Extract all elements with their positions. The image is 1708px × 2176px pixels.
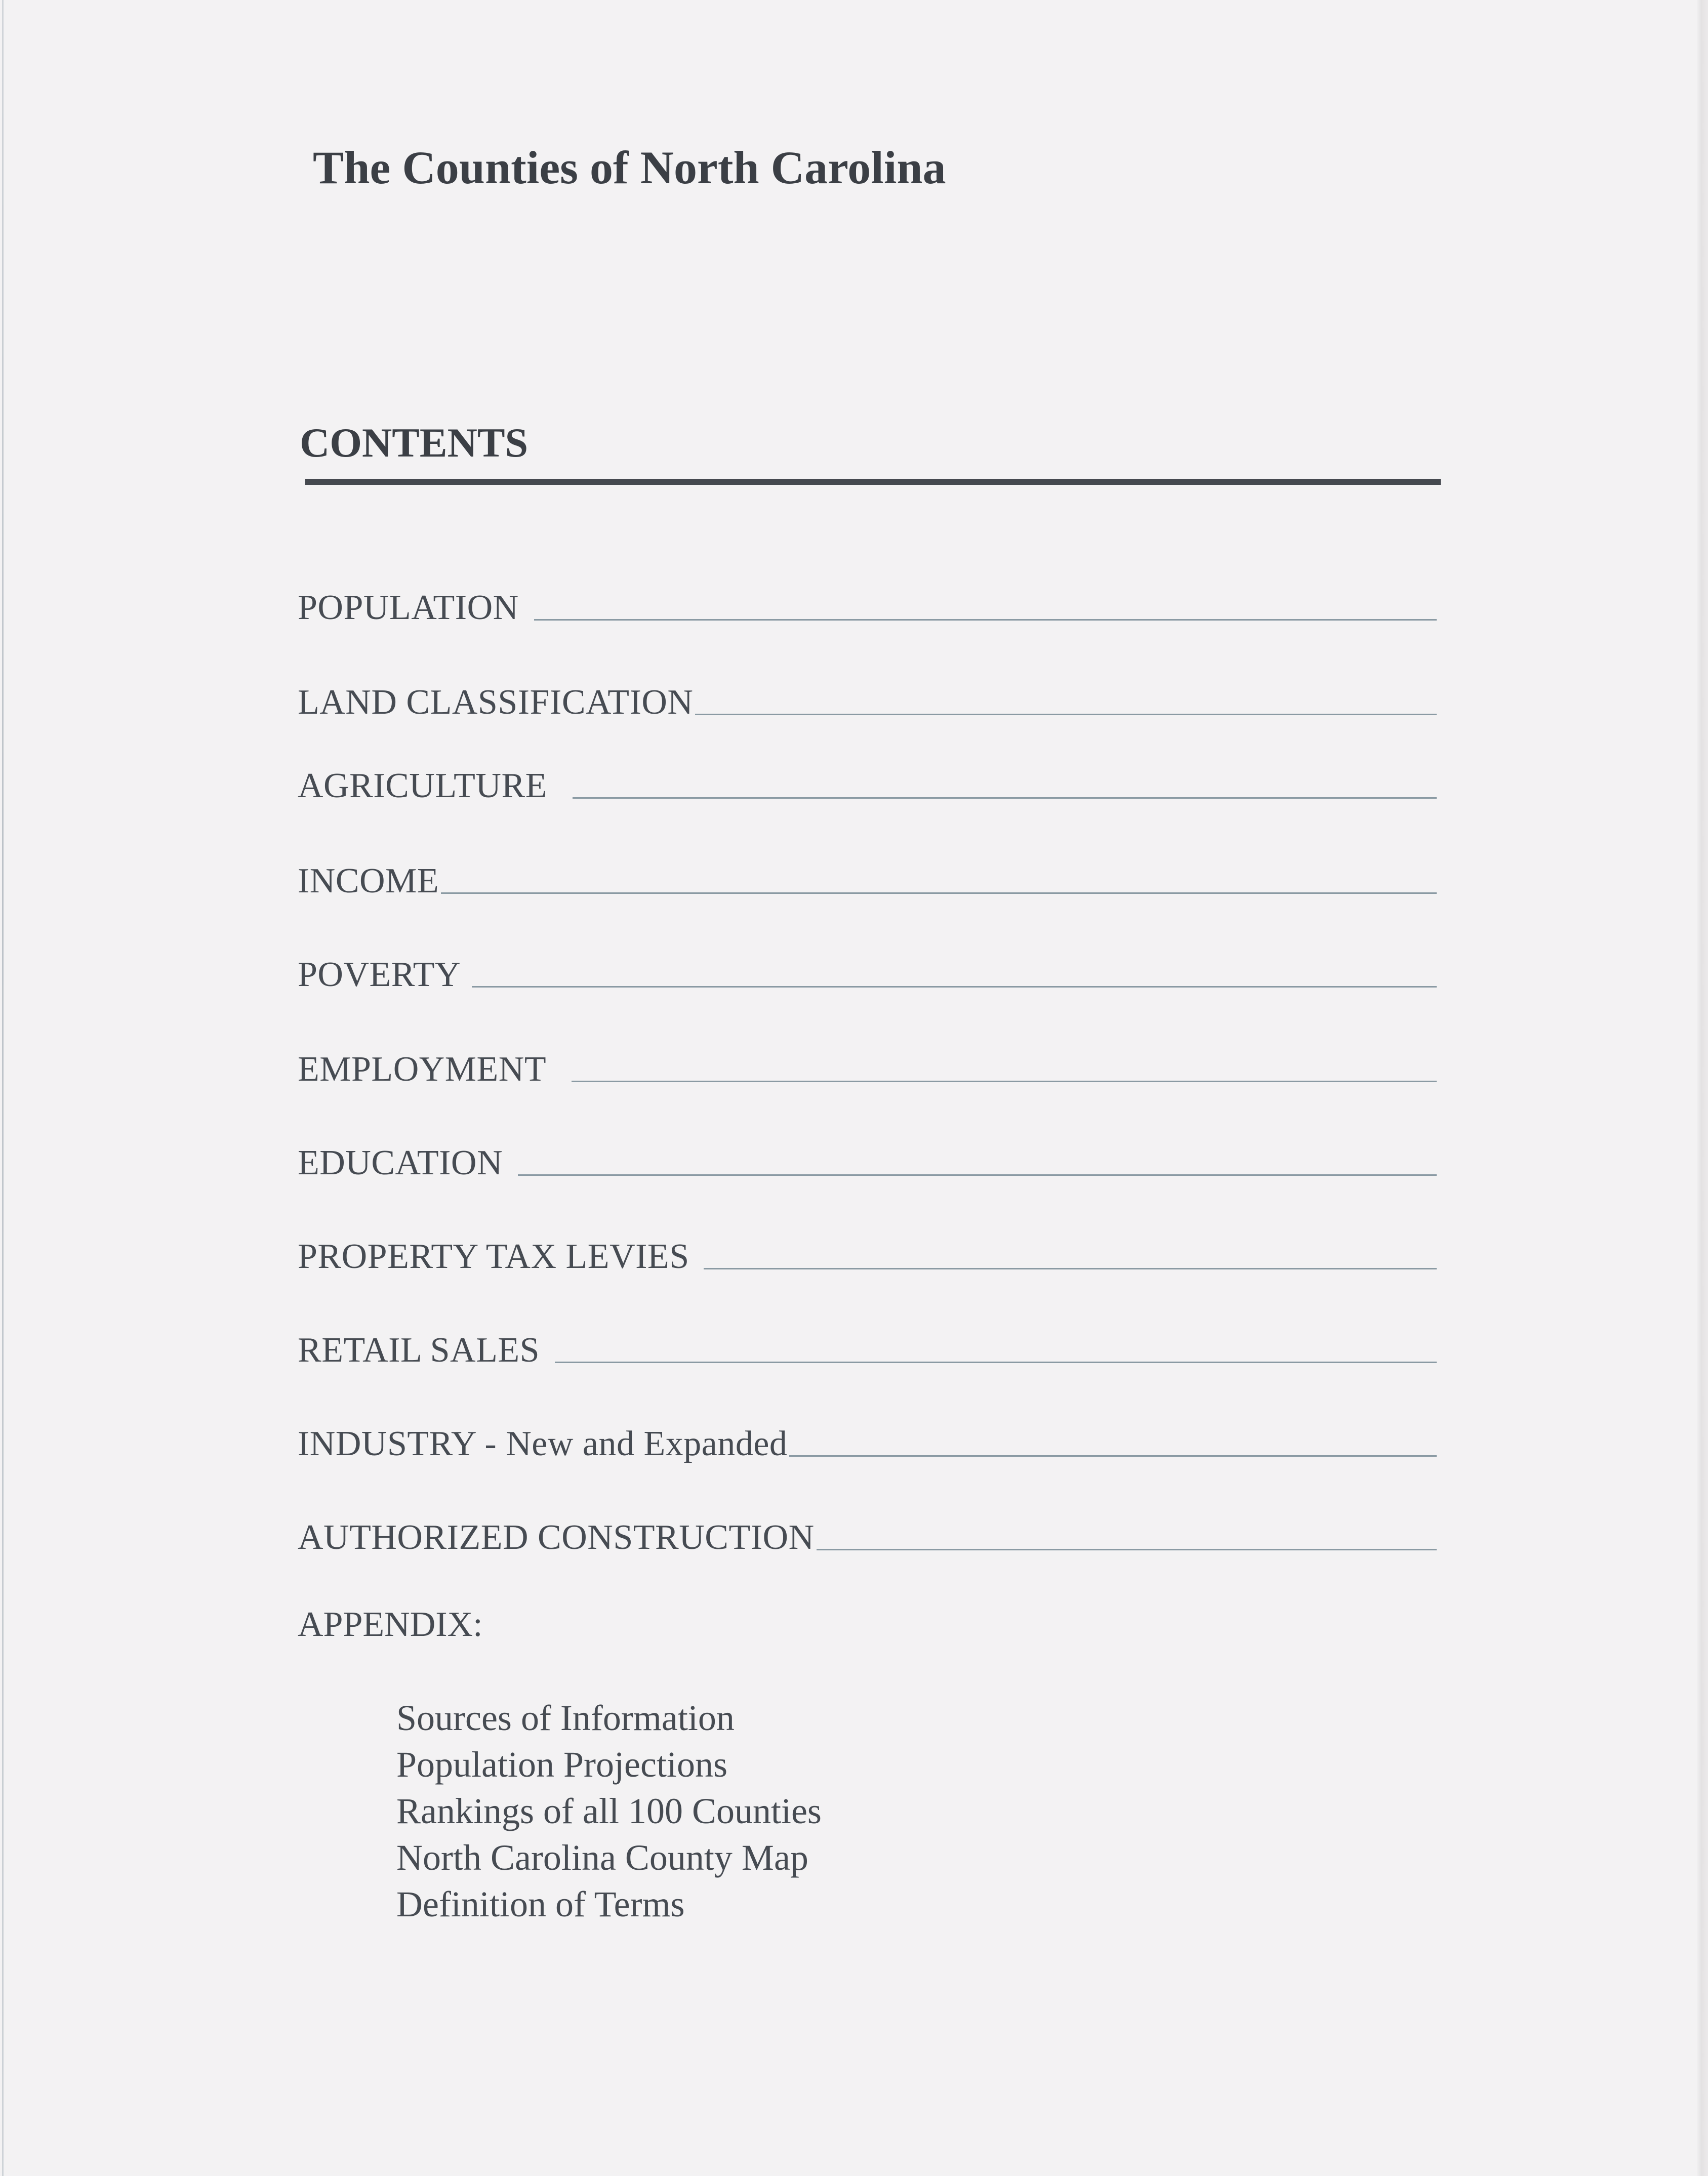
leader-line xyxy=(441,892,1437,894)
leader-line xyxy=(572,1081,1437,1082)
document-title: The Counties of North Carolina xyxy=(313,142,946,193)
toc-entry-label: EDUCATION xyxy=(298,1143,503,1182)
toc-entry-label: POVERTY xyxy=(298,955,461,994)
appendix-list xyxy=(396,1695,822,1927)
toc-entry-income[interactable] xyxy=(298,854,1437,900)
appendix-item-sources[interactable]: Sources of Information xyxy=(396,1698,735,1738)
contents-heading: CONTENTS xyxy=(300,420,528,466)
appendix-heading: APPENDIX: xyxy=(298,1605,483,1644)
toc-entry-property-tax-levies[interactable] xyxy=(298,1230,1437,1276)
toc-entry-label: INCOME xyxy=(298,861,439,900)
toc-entry-industry[interactable] xyxy=(298,1417,1437,1463)
leader-line xyxy=(704,1268,1437,1269)
leader-line xyxy=(695,714,1437,715)
toc-entry-retail-sales[interactable] xyxy=(298,1324,1437,1369)
toc-entry-education[interactable] xyxy=(298,1136,1437,1182)
contents-divider xyxy=(305,479,1441,485)
toc-entry-label: AGRICULTURE xyxy=(298,766,547,805)
page-binding-edge xyxy=(2,0,4,2176)
toc-entry-label: EMPLOYMENT xyxy=(298,1050,547,1089)
toc-entry-label: RETAIL SALES xyxy=(298,1331,540,1370)
toc-entry-agriculture[interactable] xyxy=(298,759,1437,805)
leader-line xyxy=(472,986,1437,988)
leader-line xyxy=(555,1362,1437,1363)
leader-line xyxy=(573,797,1437,799)
toc-entry-label: POPULATION xyxy=(298,588,519,627)
appendix-item-population-projections[interactable]: Population Projections xyxy=(396,1744,727,1785)
appendix-item-rankings[interactable]: Rankings of all 100 Counties xyxy=(396,1791,822,1831)
toc-entry-label: INDUSTRY - New and Expanded xyxy=(298,1424,788,1463)
toc-entry-authorized-construction[interactable] xyxy=(298,1511,1437,1556)
toc-entry-land-classification[interactable] xyxy=(298,676,1437,721)
leader-line xyxy=(534,619,1437,621)
toc-entry-employment[interactable] xyxy=(298,1043,1437,1088)
page-right-edge xyxy=(1697,0,1708,2176)
leader-line xyxy=(518,1174,1437,1176)
leader-line xyxy=(789,1455,1437,1457)
toc-entry-population[interactable] xyxy=(298,581,1437,627)
toc-entry-label: LAND CLASSIFICATION xyxy=(298,683,694,722)
leader-line xyxy=(817,1549,1437,1550)
toc-entry-label: AUTHORIZED CONSTRUCTION xyxy=(298,1518,815,1557)
toc-entry-label: PROPERTY TAX LEVIES xyxy=(298,1237,689,1276)
appendix-item-definitions[interactable]: Definition of Terms xyxy=(396,1884,685,1924)
appendix-item-county-map[interactable]: North Carolina County Map xyxy=(396,1837,808,1878)
toc-entry-poverty[interactable] xyxy=(298,948,1437,994)
